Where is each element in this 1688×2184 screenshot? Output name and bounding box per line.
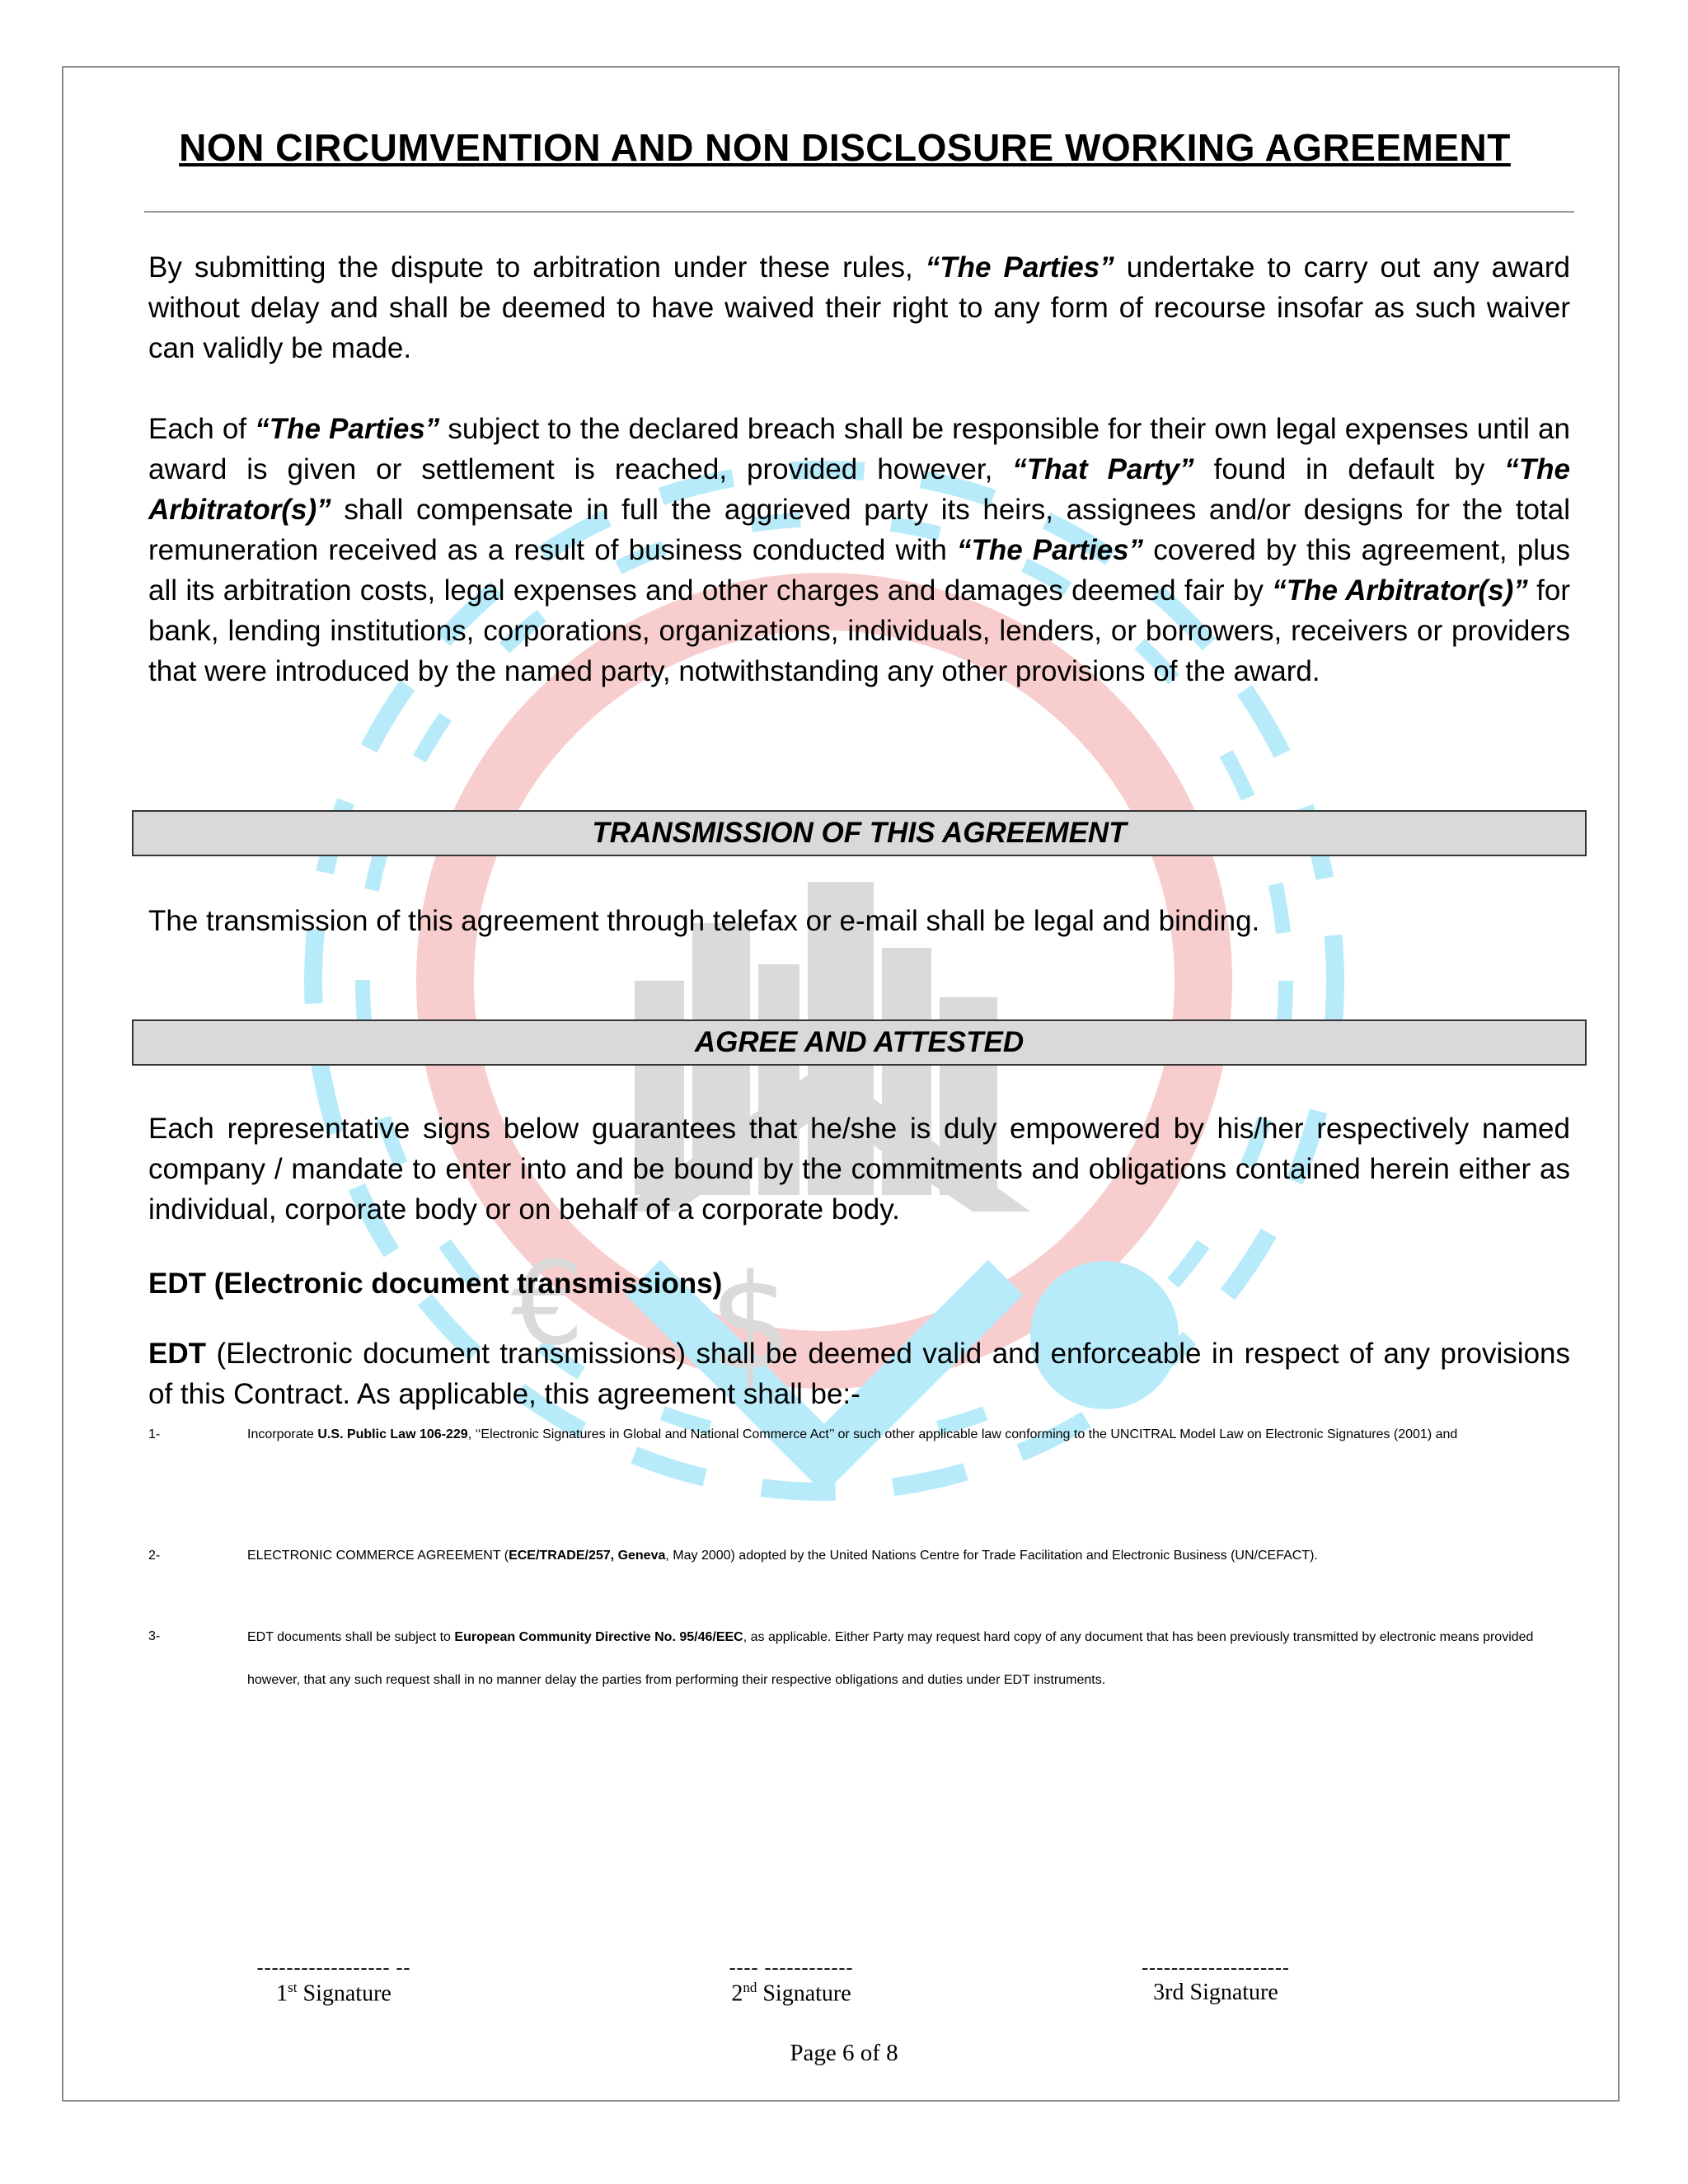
signature-block-1 xyxy=(169,1957,499,2007)
signature-line: -------------------- xyxy=(1142,1957,1290,1979)
list-text: Incorporate U.S. Public Law 106-229, ‘‘Electronic Signatures in Global and National Commerce Act’’ or such other applicable law conforming to the UNCITRAL Model Law on Electronic Signatures (2001) and xyxy=(247,1427,1458,1441)
list-number: 1- xyxy=(148,1427,161,1441)
signature-label: 3rd Signature xyxy=(1153,1980,1278,2005)
paragraph-legal-expenses: Each of “The Parties” subject to the declared breach shall be responsible for their own legal expenses until an award is given or settlement is reached, provided however, “That Party” found in default by “The Arbitrator(s)” shall compensate in full the aggrieved party its heirs, assignees and/or designs for the total remuneration received as a result of business conducted with “The Parties” covered by this agreement, plus all its arbitration costs, legal expenses and other charges and damages deemed fair by “The Arbitrator(s)” for bank, lending institutions, corporations, organizations, individuals, lenders, or borrowers, receivers or providers that were introduced by the named party, notwithstanding any other provisions of the award. xyxy=(148,413,1571,687)
list-text: EDT documents shall be subject to European Community Directive No. 95/46/EEC, as applicable. Either Party may request hard copy of any document that has been previously transmitted by electronic means provided however, that any such request shall in no manner delay the parties from performing their respective obligations and duties under EDT instruments. xyxy=(247,1630,1534,1687)
signature-label: 2nd Signature xyxy=(731,1980,851,2007)
signature-line: ---- ------------ xyxy=(729,1957,854,1979)
edt-heading: EDT (Electronic document transmissions) xyxy=(148,1268,723,1300)
title-divider xyxy=(144,211,1574,213)
signature-label: 1st Signature xyxy=(276,1980,392,2007)
list-text: ELECTRONIC COMMERCE AGREEMENT (ECE/TRADE/257, Geneva, May 2000) adopted by the United Nations Centre for Trade Facilitation and Electronic Business (UN/CEFACT). xyxy=(247,1549,1318,1563)
svg-text:$: $ xyxy=(709,1245,793,1399)
paragraph-transmission: The transmission of this agreement through telefax or e-mail shall be legal and binding. xyxy=(148,905,1260,937)
signature-line: ------------------ -- xyxy=(256,1957,411,1979)
paragraph-representative: Each representative signs below guarantees that he/she is duly empowered by his/her respectively named company / mandate to enter into and be bound by the commitments and obligations contained herein either as individual, corporate body or on behalf of a corporate body. xyxy=(148,1113,1570,1226)
section-heading-transmission: TRANSMISSION OF THIS AGREEMENT xyxy=(132,810,1587,856)
section-heading-agree-attested: AGREE AND ATTESTED xyxy=(132,1019,1587,1066)
page-number: Page 6 of 8 xyxy=(790,2040,898,2066)
paragraph-edt: EDT (Electronic document transmissions) shall be deemed valid and enforceable in respect of any provisions of this Contract. As applicable, this agreement shall be:- xyxy=(148,1338,1570,1410)
paragraph-arbitration-award: By submitting the dispute to arbitration under these rules, “The Parties” undertake to carry out any award without delay and shall be deemed to have waived their right to any form of recourse insofar as such waiver can validly be made. xyxy=(148,251,1570,364)
document-title: NON CIRCUMVENTION AND NON DISCLOSURE WORKING AGREEMENT xyxy=(179,126,1511,169)
list-number: 2- xyxy=(148,1549,161,1563)
list-number: 3- xyxy=(148,1629,161,1643)
signature-block-2 xyxy=(626,1957,956,2007)
signature-block-3 xyxy=(1051,1957,1381,2006)
svg-text:€: € xyxy=(511,1237,585,1371)
